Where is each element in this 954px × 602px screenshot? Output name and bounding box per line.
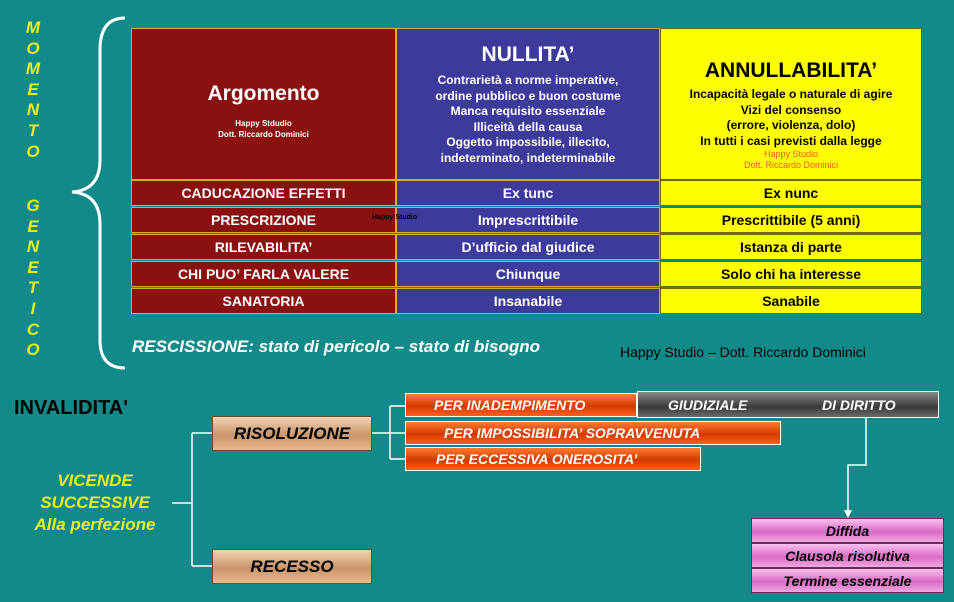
giudiziale-label: GIUDIZIALE (668, 397, 748, 413)
watermark-text: Happy Studio (763, 149, 819, 159)
watermark-text: Happy Studio (372, 214, 418, 221)
header-nullita-title: NULLITA’ (481, 43, 575, 66)
row-label: CADUCAZIONE EFFETTI (131, 180, 396, 206)
bar-inadempimento: PER INADEMPIMENTO (405, 393, 637, 417)
rescissione-note: RESCISSIONE: stato di pericolo – stato di bisogno (132, 337, 541, 356)
pink-box-clausola: Clausola risolutiva (751, 543, 944, 568)
vicende-line: VICENDE (57, 471, 133, 490)
watermark-text: Dott. Riccardo Dominici (218, 130, 309, 139)
pink-box-termine: Termine essenziale (751, 568, 944, 593)
row-annull-value: Prescrittibile (5 anni) (660, 207, 922, 233)
row-label: PRESCRIZIONE (131, 207, 396, 233)
watermark-text: Happy Stdudio (235, 119, 292, 128)
gray-bar (637, 391, 939, 418)
nullita-line: Oggetto impossibile, illecito, (446, 135, 610, 149)
nullita-line: ordine pubblico e buon costume (435, 88, 621, 103)
row-annull-value: Solo chi ha interesse (660, 261, 922, 287)
annull-line: (errore, violenza, dolo) (726, 118, 856, 132)
recesso-box: RECESSO (212, 549, 372, 584)
risoluzione-box: RISOLUZIONE (212, 416, 372, 451)
vicende-line: SUCCESSIVE (40, 493, 150, 512)
row-nullita-value: Insanabile (396, 288, 660, 314)
nullita-line: Contrarietà a norme imperative, (437, 73, 619, 87)
header-annullabilita-title: ANNULLABILITA’ (704, 59, 878, 82)
nullita-line: indeterminato, indeterminabile (440, 150, 616, 165)
di-diritto-label: DI DIRITTO (822, 397, 896, 413)
credit-text: Happy Studio – Dott. Riccardo Dominici (620, 344, 866, 360)
watermark-text: Dott. Riccardo Dominici (743, 160, 839, 170)
row-nullita-value: Imprescrittibile (396, 207, 660, 233)
row-nullita-value: Ex tunc (396, 180, 660, 206)
pink-box-diffida: Diffida (751, 518, 944, 543)
row-label: RILEVABILITA’ (131, 234, 396, 260)
vicende-line: Alla perfezione (34, 515, 156, 534)
row-annull-value: Istanza di parte (660, 234, 922, 260)
annull-line: Incapacità legale o naturale di agire (689, 87, 893, 101)
nullita-line: Illiceità della causa (473, 119, 583, 134)
header-argomento-title: Argomento (207, 82, 320, 105)
vertical-word-momento: M O M E N T O (25, 18, 41, 161)
bar-onerosita: PER ECCESSIVA ONEROSITA’ (405, 447, 701, 471)
vertical-word-genetico: G E N E T I C O (26, 196, 40, 360)
row-annull-value: Sanabile (660, 288, 922, 314)
annull-line: In tutti i casi previsti dalla legge (700, 133, 882, 148)
row-annull-value: Ex nunc (660, 180, 922, 206)
annull-line: Vizi del consenso (740, 102, 842, 117)
row-nullita-value: Chiunque (396, 261, 660, 287)
invalidita-label: INVALIDITA' (14, 397, 129, 419)
bar-impossibilita: PER IMPOSSIBILITA’ SOPRAVVENUTA (405, 421, 781, 445)
row-label: SANATORIA (131, 288, 396, 314)
row-nullita-value: D’ufficio dal giudice (396, 234, 660, 260)
row-label: CHI PUO’ FARLA VALERE (131, 261, 396, 287)
nullita-line: Manca requisito essenziale (450, 104, 606, 118)
